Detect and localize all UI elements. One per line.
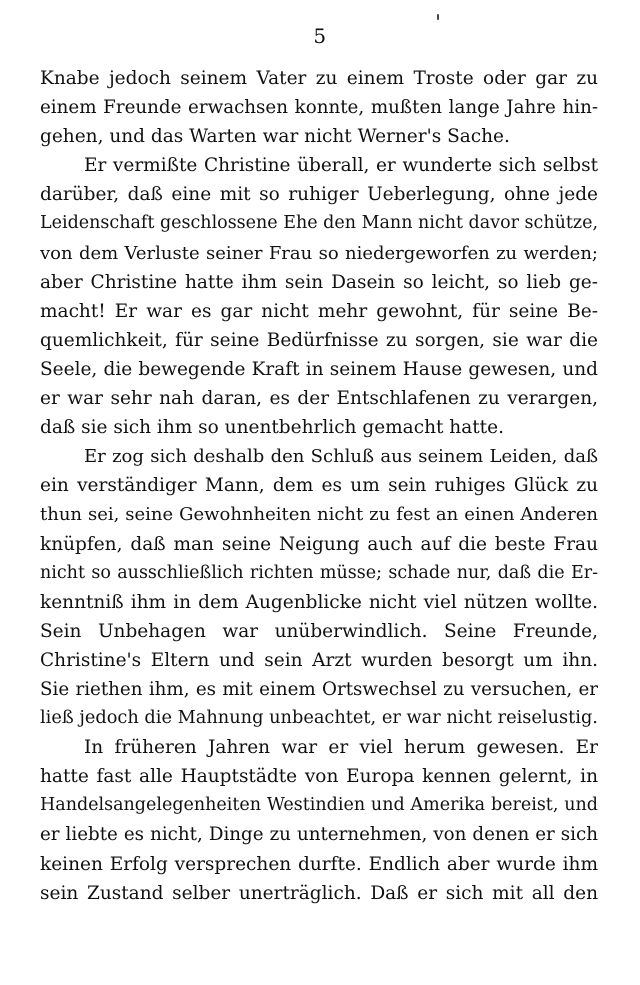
text-line: einem Freunde erwachsen konnte, mußten lange Jahre hin-	[40, 97, 598, 119]
text-line: Sein Unbehagen war unüberwindlich. Seine Freunde,	[40, 620, 598, 642]
text-line: gehen, und das Warten war nicht Werner's Sache.	[40, 126, 510, 148]
text-line: er war sehr nah daran, es der Entschlafenen zu verargen,	[40, 388, 598, 410]
text-line: Leidenschaft geschlossene Ehe den Mann nicht davor schütze,	[40, 213, 598, 234]
text-line: kenntniß ihm in dem Augenblicke nicht viel nützen wollte.	[40, 591, 598, 613]
text-line: von dem Verluste seiner Frau so niedergeworfen zu werden;	[40, 242, 598, 264]
page-number: 5	[313, 24, 327, 48]
body-text	[40, 64, 598, 908]
text-line: Handelsangelegenheiten Westindien und Amerika bereist, und	[40, 795, 598, 816]
text-line: Sie riethen ihm, es mit einem Ortswechsel zu versuchen, er	[40, 678, 598, 700]
text-line: keinen Erfolg versprechen durfte. Endlich aber wurde ihm	[40, 853, 598, 875]
text-line: macht! Er war es gar nicht mehr gewohnt, für seine Be-	[40, 300, 598, 322]
text-line: Er zog sich deshalb den Schluß aus seinem Leiden, daß	[84, 446, 598, 468]
text-line: daß sie sich ihm so unentbehrlich gemacht hatte.	[40, 417, 504, 439]
text-line: hatte fast alle Hauptstädte von Europa kennen gelernt, in	[40, 766, 598, 788]
text-line: In früheren Jahren war er viel herum gewesen. Er	[84, 737, 598, 759]
text-line: thun sei, seine Gewohnheiten nicht zu fest an einen Anderen	[40, 504, 598, 526]
text-line: quemlichkeit, für seine Bedürfnisse zu sorgen, sie war die	[40, 329, 598, 351]
text-line: er liebte es nicht, Dinge zu unternehmen, von denen er sich	[40, 824, 598, 846]
text-line: Er vermißte Christine überall, er wunderte sich selbst	[84, 155, 598, 177]
text-line: Christine's Eltern und sein Arzt wurden besorgt um ihn.	[40, 649, 598, 671]
text-line: Seele, die bewegende Kraft in seinem Hause gewesen, und	[40, 358, 598, 380]
text-line: sein Zustand selber unerträglich. Daß er sich mit all den	[40, 882, 598, 904]
text-line: aber Christine hatte ihm sein Dasein so leicht, so lieb ge-	[40, 271, 598, 293]
text-line: ein verständiger Mann, dem es um sein ruhiges Glück zu	[40, 475, 598, 497]
text-line: Knabe jedoch seinem Vater zu einem Troste oder gar zu	[40, 68, 598, 89]
text-line: knüpfen, daß man seine Neigung auch auf die beste Frau	[40, 533, 598, 555]
text-line: darüber, daß eine mit so ruhiger Ueberlegung, ohne jede	[40, 184, 598, 206]
print-speck	[437, 14, 439, 20]
text-line: nicht so ausschließlich richten müsse; schade nur, daß die Er-	[40, 562, 598, 583]
text-line: ließ jedoch die Mahnung unbeachtet, er war nicht reiselustig.	[40, 708, 598, 729]
